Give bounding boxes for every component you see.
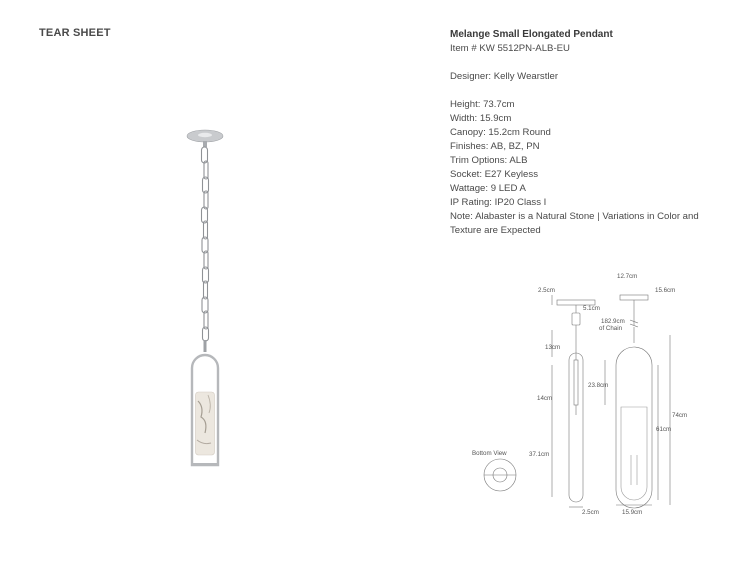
spec-note: Note: Alabaster is a Natural Stone | Variations in Color and Texture are Expected (450, 211, 699, 236)
spec-canopy: Canopy: 15.2cm Round (450, 127, 551, 138)
label-chain-length: 182.9cm (601, 318, 625, 325)
tear-sheet-label: TEAR SHEET (39, 27, 111, 39)
front-canopy (620, 295, 648, 300)
label-frame-top: 14cm (537, 395, 553, 402)
label-shade-offset: 23.8cm (588, 382, 609, 389)
label-chain-caption: of Chain (599, 325, 623, 332)
spec-block (450, 28, 720, 238)
spec-wattage: Wattage: 9 LED A (450, 183, 526, 194)
label-canopy-height: 2.5cm (538, 287, 555, 294)
product-title: Melange Small Elongated Pendant (450, 29, 613, 40)
spec-height: Height: 73.7cm (450, 99, 515, 110)
spec-trim: Trim Options: ALB (450, 155, 528, 166)
spec-socket: Socket: E27 Keyless (450, 169, 538, 180)
label-overall: 74cm (672, 412, 688, 419)
label-bottom-view: Bottom View (472, 450, 507, 457)
chain (202, 147, 209, 341)
label-shade-height: 37.1cm (529, 451, 550, 458)
spec-ip-rating: IP Rating: IP20 Class I (450, 197, 547, 208)
spec-finishes: Finishes: AB, BZ, PN (450, 141, 540, 152)
label-collar: 5.1cm (583, 305, 600, 312)
label-stem: 13cm (545, 344, 561, 351)
label-body: 61cm (656, 426, 672, 433)
spec-width: Width: 15.9cm (450, 113, 512, 124)
label-canopy-diameter: 15.6cm (655, 287, 676, 294)
side-frame (569, 353, 583, 502)
designer: Designer: Kelly Wearstler (450, 71, 559, 82)
label-width: 15.9cm (622, 509, 643, 516)
front-frame (616, 347, 652, 508)
item-number: Item # KW 5512PN-ALB-EU (450, 43, 570, 54)
label-bottom-depth: 2.5cm (582, 509, 599, 516)
product-photo (175, 125, 235, 475)
label-canopy-width: 12.7cm (617, 273, 638, 280)
dimension-drawing (465, 265, 705, 525)
